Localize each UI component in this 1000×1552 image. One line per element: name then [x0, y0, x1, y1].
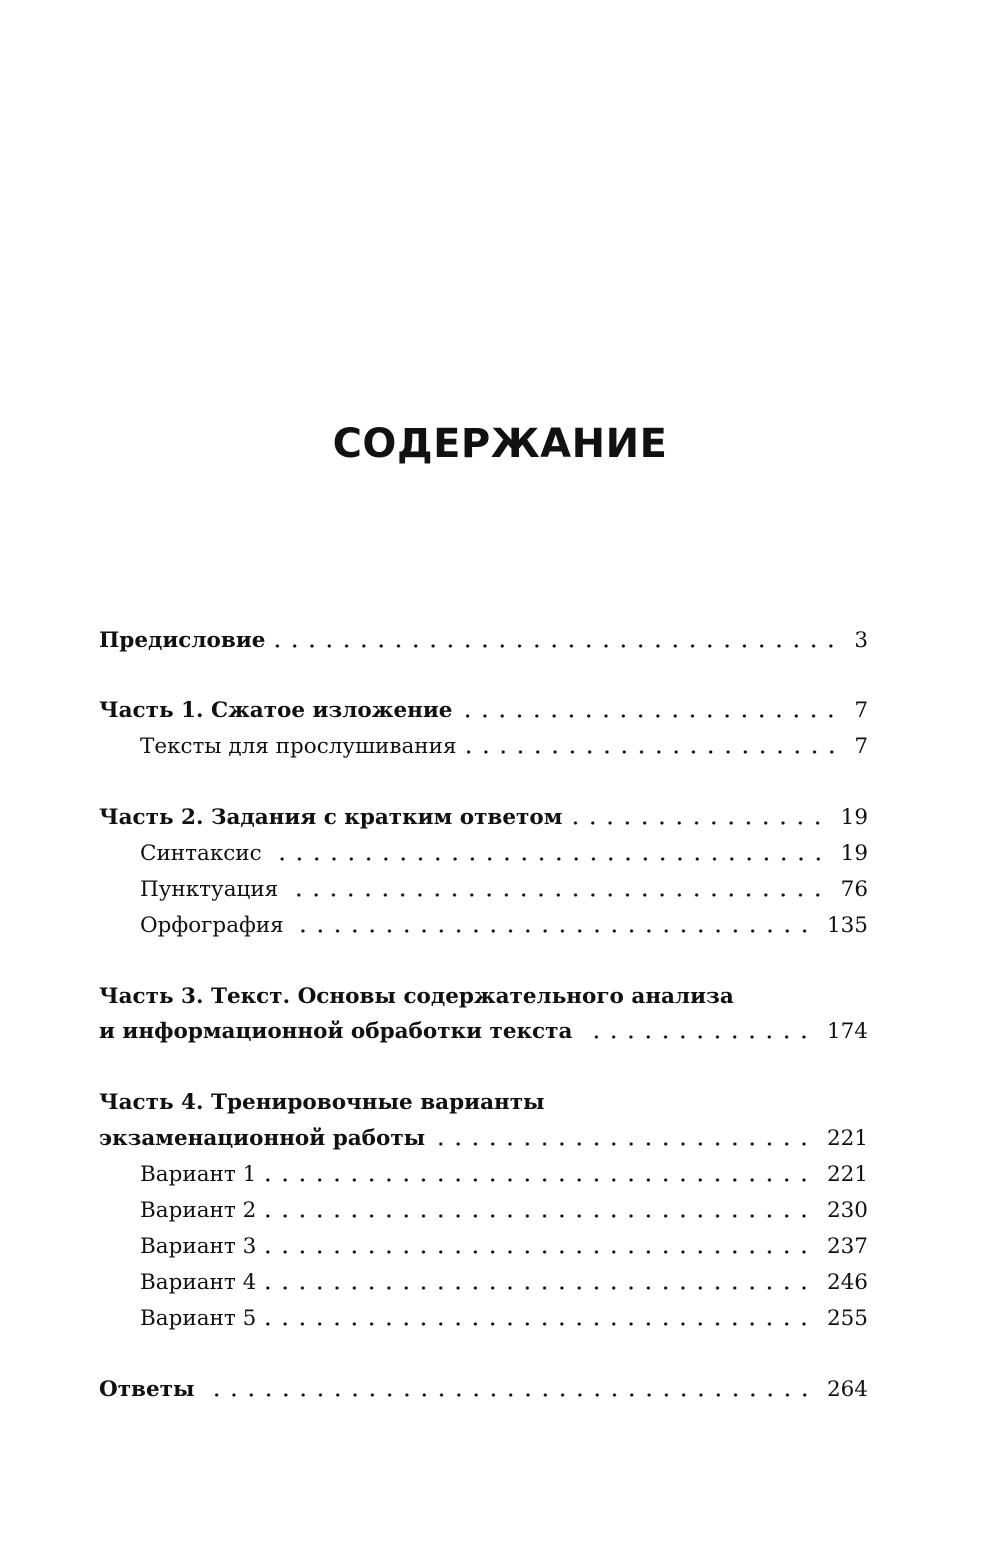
- toc-entry-page: 237: [826, 1234, 868, 1259]
- dot-leader: [572, 820, 826, 826]
- toc-entry-label: Предисловие: [99, 628, 266, 653]
- toc-entry-label: Часть 2. Задания с кратким ответом: [99, 805, 563, 830]
- toc-entry-page: 221: [826, 1162, 868, 1187]
- toc-entry-syntax: [140, 839, 868, 869]
- toc-entry-part-3: [99, 1017, 868, 1047]
- toc-entry-page: 174: [826, 1019, 868, 1044]
- toc-entry-page: 221: [826, 1126, 868, 1151]
- toc-entry-preface: [99, 626, 868, 656]
- dot-leader: [467, 749, 840, 755]
- toc-entry-part-4: [99, 1124, 868, 1154]
- toc-entry-label: Часть 4. Тренировочные варианты: [99, 1090, 545, 1115]
- dot-leader: [294, 928, 813, 934]
- toc-entry-label: Вариант 3: [140, 1234, 257, 1259]
- toc-entry-label: Вариант 4: [140, 1270, 257, 1295]
- toc-entry-variant-5: [140, 1304, 868, 1334]
- toc-entry-page: 19: [840, 841, 868, 866]
- toc-entry-label: Вариант 5: [140, 1306, 257, 1331]
- toc-entry-page: 7: [854, 698, 868, 723]
- toc-entry-orthography: [140, 911, 868, 941]
- dot-leader: [266, 1321, 813, 1327]
- toc-entry-page: 3: [854, 628, 868, 653]
- dot-leader: [266, 1213, 813, 1219]
- dot-leader: [275, 643, 840, 649]
- toc-entry-label: Часть 3. Текст. Основы содержательного анализа: [99, 984, 734, 1009]
- toc-entry-page: 7: [854, 734, 868, 759]
- toc-entry-label: и информационной обработки текста: [99, 1019, 573, 1044]
- toc-entry-punctuation: [140, 875, 868, 905]
- dot-leader: [266, 1177, 813, 1183]
- dot-leader: [266, 1249, 813, 1255]
- toc-entry-label: Вариант 1: [140, 1162, 257, 1187]
- dot-leader: [435, 1141, 813, 1147]
- toc-entry-label: Пунктуация: [140, 877, 279, 902]
- toc-entry-label: Орфография: [140, 913, 284, 938]
- toc-entry-part-1: [99, 696, 868, 726]
- dot-leader: [205, 1392, 813, 1398]
- toc-entry-variant-1: [140, 1160, 868, 1190]
- toc-entry-page: 230: [826, 1198, 868, 1223]
- toc-entry-part-4-heading: [99, 1088, 868, 1118]
- toc-entry-variant-2: [140, 1196, 868, 1226]
- toc-entry-page: 135: [826, 913, 868, 938]
- toc-entry-label: Синтаксис: [140, 841, 262, 866]
- dot-leader: [272, 856, 827, 862]
- toc-entry-answers: [99, 1375, 868, 1405]
- page-title: СОДЕРЖАНИЕ: [332, 421, 668, 467]
- dot-leader: [462, 713, 840, 719]
- toc-entry-page: 76: [840, 877, 868, 902]
- toc-entry-label: Тексты для прослушивания: [140, 734, 457, 759]
- toc-entry-label: Часть 1. Сжатое изложение: [99, 698, 453, 723]
- toc-entry-variant-4: [140, 1268, 868, 1298]
- toc-entry-page: 255: [826, 1306, 868, 1331]
- toc-entry-listening-texts: [140, 732, 868, 762]
- toc-entry-label: Вариант 2: [140, 1198, 257, 1223]
- dot-leader: [266, 1285, 813, 1291]
- toc-entry-part-3-heading: [99, 982, 868, 1012]
- toc-entry-page: 19: [840, 805, 868, 830]
- toc-entry-variant-3: [140, 1232, 868, 1262]
- toc-entry-page: 264: [826, 1377, 868, 1402]
- toc-entry-label: экзаменационной работы: [99, 1126, 426, 1151]
- toc-entry-page: 246: [826, 1270, 868, 1295]
- dot-leader: [288, 892, 826, 898]
- toc-entry-part-2: [99, 803, 868, 833]
- dot-leader: [582, 1034, 813, 1040]
- toc-entry-label: Ответы: [99, 1377, 195, 1402]
